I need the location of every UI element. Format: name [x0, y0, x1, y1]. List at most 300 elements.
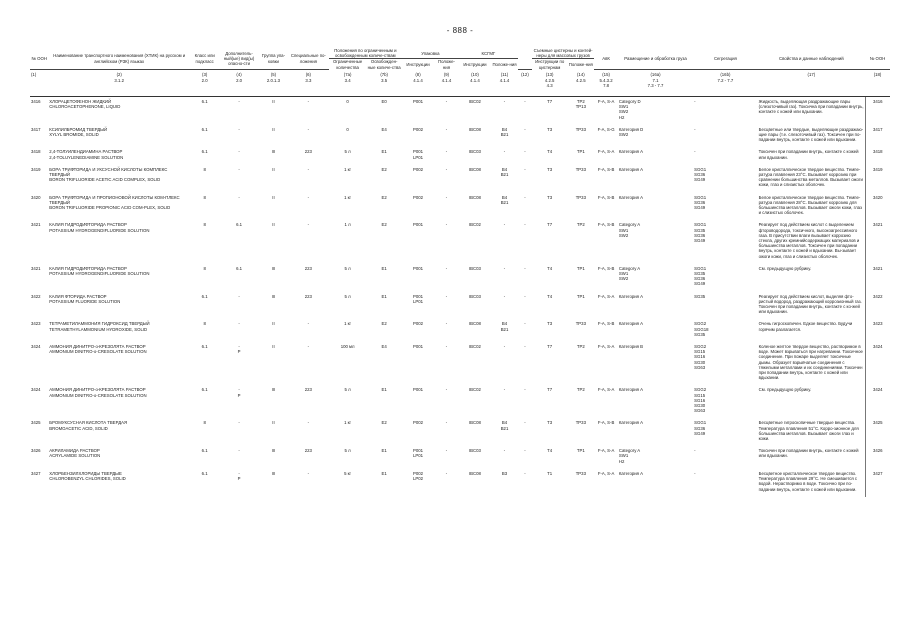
column-number: (11)	[500, 71, 509, 77]
cell-un-number: 3424	[31, 344, 41, 350]
column-code: 5.4.3.2 7.8	[594, 78, 618, 97]
column-code	[518, 78, 532, 97]
cell-ibc-instruction: IBC08	[468, 420, 481, 426]
cell-ibc-provision: -	[503, 344, 506, 350]
cell-tank-provision: TP33	[575, 166, 586, 172]
cell-tank-provision: TP33	[575, 194, 586, 200]
cell-ems: F-A, S-A	[597, 344, 615, 350]
header-ibc: КСГМГ	[459, 48, 518, 59]
cell-un-number-right: 3421	[865, 220, 890, 263]
cell-limited-quantity: 100 мл	[340, 344, 355, 350]
cell-properties: Бесцветные гигроскопичные твердые вещества. Температура плавления 51°С. Корро-зионное для большинства металлов. Вызывает ожоги глаз и кожи.	[758, 420, 859, 442]
column-number: (5)	[270, 72, 277, 78]
cell-packing-group: II	[272, 420, 275, 426]
column-number-row	[30, 70, 890, 78]
header-un-right: № ООН	[865, 48, 890, 70]
cell-tank-instruction: T3	[547, 126, 553, 132]
cell-tank-provision: TP33	[575, 321, 586, 327]
cell-class: 8	[203, 420, 206, 426]
column-code: 7.2 - 7.7	[693, 78, 757, 97]
cell-un-number: 3425	[31, 420, 41, 426]
cell-ibc-instruction: IBC03	[468, 448, 481, 454]
cell-ibc-provision: -	[503, 293, 506, 299]
cell-ibc-instruction: IBC03	[468, 149, 481, 155]
cell-excepted-quantity: E1	[381, 387, 387, 393]
table-row	[30, 319, 890, 342]
cell-excepted-quantity: E2	[381, 194, 387, 200]
cell-un-number: 3419	[31, 166, 41, 172]
cell-properties: Очень гигроскопичен. Едкое вещество. Будучи горячим разлагается.	[758, 321, 853, 332]
cell-class: 6.1	[201, 293, 208, 299]
cell-limited-quantity: 1 л	[344, 222, 351, 228]
header-un: № ООН	[30, 48, 48, 70]
header-properties: Свойства и данные наблюдений	[758, 48, 865, 70]
cell-packing-provision: -	[445, 321, 448, 327]
column-code: 3.4	[329, 78, 367, 97]
cell-ems: F-A, S-B	[597, 166, 615, 172]
cell-packing-instruction: P001	[412, 387, 424, 393]
cell-properties: Реагирует под действием кислот, выделяя фто-ристый водород, раздражающий коррозионный газ. Токсичен при попадании внутрь, контакте с ко-жей или вдыхании.	[758, 293, 862, 315]
cell-segregation: -	[694, 149, 696, 155]
cell-ibc-instruction: IBC08	[468, 166, 481, 172]
dangerous-goods-table	[30, 48, 890, 497]
cell-column-12: -	[524, 222, 526, 228]
cell-packing-group: II	[272, 321, 275, 327]
cell-stowage: Категория A	[618, 420, 644, 426]
cell-properties: Токсичен при попадании внутрь, контакте с кожей или вдыхании.	[758, 149, 859, 160]
cell-tank-instruction: T7	[547, 222, 553, 228]
cell-ibc-provision: -	[503, 149, 506, 155]
cell-stowage: Category A SW1 SW2	[618, 222, 641, 238]
cell-un-number-right: 3420	[865, 193, 890, 221]
table-row	[30, 125, 890, 148]
cell-un-number-right: 3422	[865, 292, 890, 320]
cell-class: 6.1	[201, 448, 208, 454]
cell-un-number: 3423	[31, 321, 41, 327]
cell-ems: F-A, S-G	[597, 126, 615, 132]
cell-column-12: -	[524, 448, 526, 454]
cell-ibc-provision: B4 B21	[500, 321, 509, 332]
cell-un-number-right: 3424	[865, 385, 890, 418]
table-row	[30, 147, 890, 164]
cell-tank-provision: TP33	[575, 470, 586, 476]
cell-tank-provision: TP1	[576, 293, 585, 299]
header-packing-group: Группа упа-ковки	[259, 48, 288, 70]
cell-limited-quantity: 5 л	[344, 265, 351, 271]
cell-un-number: 3421	[31, 265, 41, 271]
cell-packing-provision: -	[445, 149, 448, 155]
cell-subsidiary-hazard: - P	[237, 470, 241, 482]
cell-segregation: SGG1 SG35 SG36 SG49	[694, 222, 707, 243]
cell-column-12: -	[524, 470, 526, 476]
column-code: 4.1.4	[402, 78, 434, 97]
cell-subsidiary-hazard: -	[238, 448, 240, 454]
cell-ibc-instruction: IBC02	[468, 387, 481, 393]
cell-column-12: -	[524, 98, 526, 104]
cell-class: 8	[203, 194, 206, 200]
cell-special-provisions: -	[307, 222, 310, 228]
cell-ibc-provision: B4 B21	[500, 420, 509, 431]
cell-packing-instruction: P002	[412, 126, 424, 132]
column-number: (17)	[807, 72, 816, 78]
cell-tank-instruction: T7	[547, 387, 553, 393]
cell-special-provisions: -	[307, 344, 310, 350]
cell-class: 8	[203, 265, 206, 271]
cell-subsidiary-hazard: - P	[237, 387, 241, 398]
header-segregation: Сегрегация	[693, 48, 757, 70]
cell-special-provisions: -	[307, 98, 310, 104]
cell-packing-group: III	[271, 265, 276, 271]
cell-segregation: SGG1 SG36 SG49	[694, 420, 707, 436]
table-row	[30, 292, 890, 320]
cell-excepted-quantity: E1	[381, 470, 387, 476]
cell-column-12: -	[524, 321, 526, 327]
header-packaging: Упаковка	[402, 48, 459, 59]
cell-subsidiary-hazard: -	[238, 194, 240, 200]
cell-class: 6.1	[201, 126, 208, 132]
cell-shipping-name: ХЛОРБЕНЗИЛХЛОРИДЫ ТВЕРДЫЕ CHLOROBENZYL CHLORIDES, SOLID	[49, 470, 126, 482]
cell-packing-group: II	[272, 98, 275, 104]
cell-packing-provision: -	[445, 344, 448, 350]
cell-excepted-quantity: E2	[381, 420, 387, 426]
cell-subsidiary-hazard: -	[238, 321, 240, 327]
cell-packing-instruction: P001	[412, 265, 424, 271]
cell-shipping-name: ХЛОРАЦЕТОФЕНОН ЖИДКИЙ CHLOROACETOPHENONE, LIQUID	[49, 98, 121, 110]
column-number: (12)	[521, 72, 529, 78]
cell-packing-provision: -	[445, 448, 448, 454]
cell-ibc-instruction: IBC02	[468, 222, 481, 228]
table-header	[30, 48, 890, 96]
column-code: 7.1 7.3 - 7.7	[618, 78, 693, 97]
cell-segregation: SG35	[694, 293, 706, 299]
cell-tank-instruction: T4	[547, 293, 553, 299]
page-number: - 888 -	[446, 26, 474, 35]
cell-ems: F-A, S-A	[597, 149, 615, 155]
column-number: (7b)	[380, 71, 388, 77]
cell-class: 8	[203, 222, 206, 228]
column-number: (16b)	[720, 72, 731, 78]
column-code: 4.2.5	[567, 78, 594, 97]
cell-subsidiary-hazard: - P	[237, 344, 241, 355]
cell-tank-provision: TP2	[576, 387, 585, 393]
cell-packing-instruction: P001	[412, 98, 424, 104]
cell-special-provisions: -	[307, 166, 310, 172]
column-number: (15)	[602, 72, 610, 78]
cell-shipping-name: БОРА ТРИФТОРИДА И ПРОПИОНОВОЙ КИСЛОТЫ КОМ-ПЛЕКС ТВЕРДЫЙ BORON TRIFLUORIDE PROPIONIC ACID COM-PLEX, SOLID	[49, 194, 180, 210]
cell-special-provisions: -	[307, 470, 310, 476]
cell-class: 8	[203, 166, 206, 172]
column-number: (6)	[305, 72, 311, 78]
cell-limited-quantity: 5 кг	[344, 470, 352, 476]
cell-packing-provision: -	[445, 420, 448, 426]
cell-packing-instruction: P002	[412, 166, 424, 172]
header-ibc-instructions: Инструкции	[459, 59, 491, 70]
cell-column-12: -	[524, 194, 526, 200]
cell-limited-quantity: 0	[346, 98, 349, 104]
cell-ems: F-A, S-B	[597, 194, 615, 200]
cell-packing-instruction: P002	[412, 194, 424, 200]
cell-segregation: SGG1 SG36 SG49	[694, 166, 707, 183]
cell-limited-quantity: 1 кг	[344, 194, 352, 200]
cell-ibc-instruction: IBC08	[468, 194, 481, 200]
cell-segregation: -	[694, 98, 696, 104]
cell-segregation: SGG1 SG35 SG36 SG49	[694, 265, 707, 287]
cell-packing-provision: -	[445, 265, 448, 271]
cell-special-provisions: 223	[304, 448, 312, 454]
column-code: 3.5	[366, 78, 401, 97]
cell-special-provisions: -	[307, 194, 310, 200]
column-code: 4.1.4	[491, 78, 518, 97]
cell-un-number-right: 3419	[865, 165, 890, 193]
cell-shipping-name: КСИЛИЛБРОМИД ТВЕРДЫЙ XYLYL BROMIDE, SOLID	[49, 126, 108, 137]
cell-un-number: 3417	[31, 126, 41, 132]
cell-segregation: SGG1 SG36 SG49	[694, 194, 707, 210]
cell-ibc-provision: -	[503, 448, 506, 454]
cell-stowage: Категория A	[618, 194, 644, 200]
cell-tank-instruction: T7	[547, 98, 553, 104]
cell-limited-quantity: 0	[346, 126, 349, 132]
cell-shipping-name: АКРИЛАМИДА РАСТВОР ACRYLAMIDE SOLUTION	[49, 448, 101, 459]
cell-tank-instruction: T3	[547, 420, 553, 426]
cell-packing-group: II	[272, 222, 275, 228]
cell-properties: Белое кристаллическое твердое вещество. Темпе-ратура плавления 28°С. Вызывает коррозию для большинства металлов. Вызывает ожоги кожи, глаз и слизистых оболочек.	[758, 194, 862, 216]
cell-segregation: -	[694, 470, 696, 476]
cell-tank-provision: TP33	[575, 420, 586, 426]
column-code: 2.0	[190, 78, 219, 97]
cell-un-number-right: 3418	[865, 147, 890, 164]
cell-excepted-quantity: E1	[381, 293, 387, 299]
column-number: (14)	[577, 71, 585, 77]
cell-packing-provision: -	[445, 222, 448, 228]
cell-class: 8	[203, 321, 206, 327]
cell-stowage: Категория A	[618, 321, 644, 327]
header-tank-provisions: Положе-ния	[567, 59, 594, 70]
cell-shipping-name: ТЕТРАМЕТИЛАММОНИЯ ГИДРОКСИД ТВЕРДЫЙ TETRAMETHYLAMMONIUM HYDROXIDE, SOLID	[49, 321, 150, 332]
header-excepted-quantities: Освобожден-ные количе-ства	[367, 59, 401, 70]
cell-subsidiary-hazard: -	[238, 126, 240, 132]
cell-packing-group: II	[272, 194, 275, 200]
cell-column-12: -	[524, 387, 526, 393]
cell-ibc-instruction: IBC02	[468, 344, 481, 350]
cell-tank-provision: TP1	[576, 448, 585, 454]
cell-subsidiary-hazard: -	[238, 420, 240, 426]
header-packaging-provisions: Положе-ния	[434, 59, 459, 70]
cell-column-12: -	[524, 149, 526, 155]
cell-ibc-instruction: IBC08	[468, 126, 481, 132]
column-number: (4)	[236, 72, 242, 78]
cell-packing-group: III	[271, 470, 276, 476]
cell-un-number-right: 3421	[865, 264, 890, 292]
cell-properties: Бесцветные или твердые, выделяющие раздражаю-щие пары (т.е. слезоточивый газ). Токсичен при по-падании внутрь, контакте с кожей или вдыхании.	[758, 126, 864, 143]
cell-ems: F-A, S-A	[597, 387, 615, 393]
cell-shipping-name: АММОНИЯ ДИНИТРО-о-КРЕЗОЛЯТА РАСТВОР AMMONIUM DINITRO-o-CRESOLATE SOLUTION	[49, 387, 147, 398]
cell-un-number-right: 3424	[865, 342, 890, 385]
table-row	[30, 385, 890, 418]
cell-ibc-provision: -	[503, 387, 506, 393]
cell-tank-provision: TP2	[576, 344, 585, 350]
cell-ibc-provision: -	[503, 265, 506, 271]
cell-column-12: -	[524, 126, 526, 132]
cell-class: 6.1	[201, 344, 208, 350]
cell-ibc-instruction: IBC08	[468, 321, 481, 327]
cell-ibc-provision: -	[503, 98, 506, 104]
cell-tank-provision: TP33	[575, 126, 586, 132]
cell-ems: F-A, S-A	[597, 448, 615, 454]
column-code	[30, 78, 48, 97]
cell-un-number: 3426	[31, 448, 41, 454]
cell-properties: Бесцветное кристаллическое твердое вещество. Температура плавления 29°С. Не смешивается с водой. Нерастворимо в воде. Токсично при по-падании внутрь, контакте с кожей или вдыхании.	[758, 470, 858, 492]
cell-ibc-instruction: IBC03	[468, 293, 481, 299]
document-page	[30, 26, 890, 626]
cell-un-number: 3420	[31, 194, 41, 200]
cell-subsidiary-hazard: -	[238, 293, 240, 299]
cell-tank-provision: TP1	[576, 149, 585, 155]
cell-properties: См. предыдущую рубрику.	[758, 387, 812, 393]
cell-ems: F-A, S-B	[597, 265, 615, 271]
column-number: (10)	[471, 71, 479, 77]
table-row	[30, 342, 890, 385]
cell-limited-quantity: 5 л	[344, 387, 351, 393]
column-number: (3)	[202, 72, 208, 78]
cell-packing-provision: -	[445, 126, 448, 132]
column-code: 4.1.4	[459, 78, 491, 97]
column-number: (16a)	[650, 72, 661, 78]
cell-ems: F-A, S-B	[597, 222, 615, 228]
column-code: 2.0	[219, 78, 259, 97]
cell-packing-instruction: P002	[412, 420, 424, 426]
table-row	[30, 264, 890, 292]
cell-ems: F-A, S-A	[597, 470, 615, 476]
cell-tank-instruction: T3	[547, 194, 553, 200]
cell-segregation: SGG2 SG15 SG16 SG30 SG63	[694, 344, 707, 370]
header-name: Наименование транспортного наименования (ХТИК) на русском и английском (РЗК) языках	[48, 48, 190, 70]
cell-packing-provision: -	[445, 166, 448, 172]
cell-properties: Реагирует под действием кислот с выделением фтороводорода, токсичного, высокоагрессивного газа. В присутствии влаги вызывает коррозию стекла, других кремнийсодержащих материалов и большинства металлов. Токсичен при попадании внутрь, контакте с кожей и вдыхании. Вы-зывает ожоги кожи, глаз и слизистых оболочек.	[758, 222, 860, 259]
cell-ibc-instruction: IBC03	[468, 265, 481, 271]
cell-excepted-quantity: E2	[381, 222, 387, 228]
cell-subsidiary-hazard: 6.1	[236, 265, 243, 271]
cell-properties: См. предыдущую рубрику.	[758, 265, 812, 271]
cell-segregation: -	[694, 126, 696, 132]
cell-packing-instruction: P002 LP02	[412, 470, 424, 482]
cell-column-12: -	[524, 265, 526, 271]
cell-packing-instruction: P001 LP01	[412, 293, 424, 304]
table-body	[30, 96, 890, 496]
column-number: (7a)	[343, 71, 352, 77]
column-number: (8)	[415, 71, 421, 77]
cell-shipping-name: БРОМУКСУСНАЯ КИСЛОТА ТВЕРДАЯ BROMOACETIC ACID, SOLID	[49, 420, 128, 431]
header-special-provisions: Специальные по-ложения	[288, 48, 329, 70]
cell-ibc-provision: B4 B21	[500, 126, 509, 137]
cell-special-provisions: 223	[304, 149, 312, 155]
cell-un-number: 3422	[31, 293, 41, 299]
cell-un-number-right: 3417	[865, 125, 890, 148]
cell-special-provisions: -	[307, 126, 310, 132]
cell-ems: F-A, S-B	[597, 321, 615, 327]
cell-segregation: SGG2 SG15 SG16 SG30 SG63	[694, 387, 707, 414]
cell-tank-instruction: T7	[547, 344, 553, 350]
cell-packing-provision: -	[445, 98, 448, 104]
cell-packing-instruction: P001	[412, 344, 424, 350]
cell-subsidiary-hazard: 6.1	[236, 222, 243, 228]
cell-tank-instruction: T4	[547, 448, 553, 454]
cell-packing-instruction: P001 LP01	[412, 149, 424, 160]
column-number: (18)	[873, 72, 882, 78]
cell-ems: F-A, S-B	[597, 420, 615, 426]
cell-un-number: 3427	[31, 470, 41, 476]
cell-shipping-name: 2,4-ТОЛУИЛЕНДИАМИНА РАСТВОР 2,4-TOLUYLENEDIAMINE SOLUTION	[49, 149, 124, 160]
cell-column-12: -	[524, 420, 526, 426]
cell-un-number-right: 3425	[865, 418, 890, 446]
cell-stowage: Category A SW1 SW2	[618, 265, 641, 282]
cell-limited-quantity: 5 л	[344, 149, 351, 155]
cell-shipping-name: КАЛИЯ ФТОРИДА РАСТВОР POTASSIUM FLUORIDE SOLUTION	[49, 293, 121, 304]
cell-properties: Белое кристаллическое твердое вещество. Темпе-ратура плавления 23°С. Вызывает коррозию при сравнении большинства металлов. Вызывает ожоги кожи, глаз и слизистых оболочек.	[758, 166, 863, 188]
cell-tank-provision: TP2 TP13	[575, 98, 586, 110]
column-code	[758, 78, 865, 97]
cell-special-provisions: -	[307, 321, 310, 327]
cell-un-number: 3421	[31, 222, 41, 228]
header-limited-quantities: Ограниченные количества	[329, 59, 367, 70]
cell-stowage: Category A SW1 H2	[618, 448, 641, 464]
cell-special-provisions: 223	[304, 387, 312, 393]
column-number: (1)	[31, 72, 37, 78]
cell-stowage: Категория A	[618, 166, 644, 172]
cell-limited-quantity: 5 л	[344, 448, 351, 454]
cell-ibc-instruction: IBC02	[468, 98, 481, 104]
cell-excepted-quantity: E4	[381, 126, 387, 132]
cell-un-number-right: 3416	[865, 96, 890, 124]
cell-column-12: -	[524, 166, 526, 172]
cell-ibc-instruction: IBC08	[468, 470, 481, 476]
cell-class: 6.1	[201, 387, 208, 393]
cell-special-provisions: 223	[304, 293, 312, 299]
column-code: 4.2.5 4.3	[532, 78, 567, 97]
cell-excepted-quantity: E1	[381, 448, 387, 454]
cell-un-number: 3424	[31, 387, 41, 393]
column-code: 4.1.4	[434, 78, 459, 97]
column-code: 3.1.2	[48, 78, 190, 97]
cell-excepted-quantity: E1	[381, 265, 387, 271]
cell-stowage: Category D SW1 SW2 H2	[618, 98, 641, 120]
header-extra-hazards: Дополнитель-ный(ые) вид(ы) опасно-сти	[219, 48, 259, 70]
cell-excepted-quantity: E0	[381, 98, 387, 104]
cell-tank-instruction: T3	[547, 321, 553, 327]
cell-packing-group: III	[271, 293, 276, 299]
cell-stowage: Категория A	[618, 149, 644, 155]
header-tanks: Съемные цистерны и контей-неры для массовых грузов	[533, 48, 593, 59]
cell-packing-provision: -	[445, 470, 448, 476]
cell-excepted-quantity: E2	[381, 166, 387, 172]
cell-excepted-quantity: E2	[381, 321, 387, 327]
column-number: (9)	[443, 71, 450, 77]
cell-limited-quantity: 1 кг	[344, 420, 352, 426]
cell-un-number-right: 3426	[865, 446, 890, 469]
cell-packing-instruction: P001 LP01	[412, 448, 424, 459]
column-number: (2)	[116, 72, 122, 78]
cell-shipping-name: КАЛИЯ ГИДРОДИФТОРИДА РАСТВОР POTASSIUM HYDROGENDIFLUORIDE SOLUTION	[49, 222, 150, 233]
cell-packing-provision: -	[445, 293, 448, 299]
cell-stowage: Категория B	[618, 344, 644, 350]
table-row	[30, 193, 890, 221]
cell-special-provisions: -	[307, 420, 310, 426]
cell-un-number-right: 3427	[865, 469, 890, 497]
column-code-row	[30, 78, 890, 97]
column-code	[865, 78, 890, 97]
cell-ibc-provision: B4 B21	[500, 166, 509, 177]
cell-properties: Токсичен при попадании внутрь, контакте с кожей или вдыхании.	[758, 448, 859, 459]
header-tank-instructions: Инструкции по цистернам	[532, 59, 567, 70]
